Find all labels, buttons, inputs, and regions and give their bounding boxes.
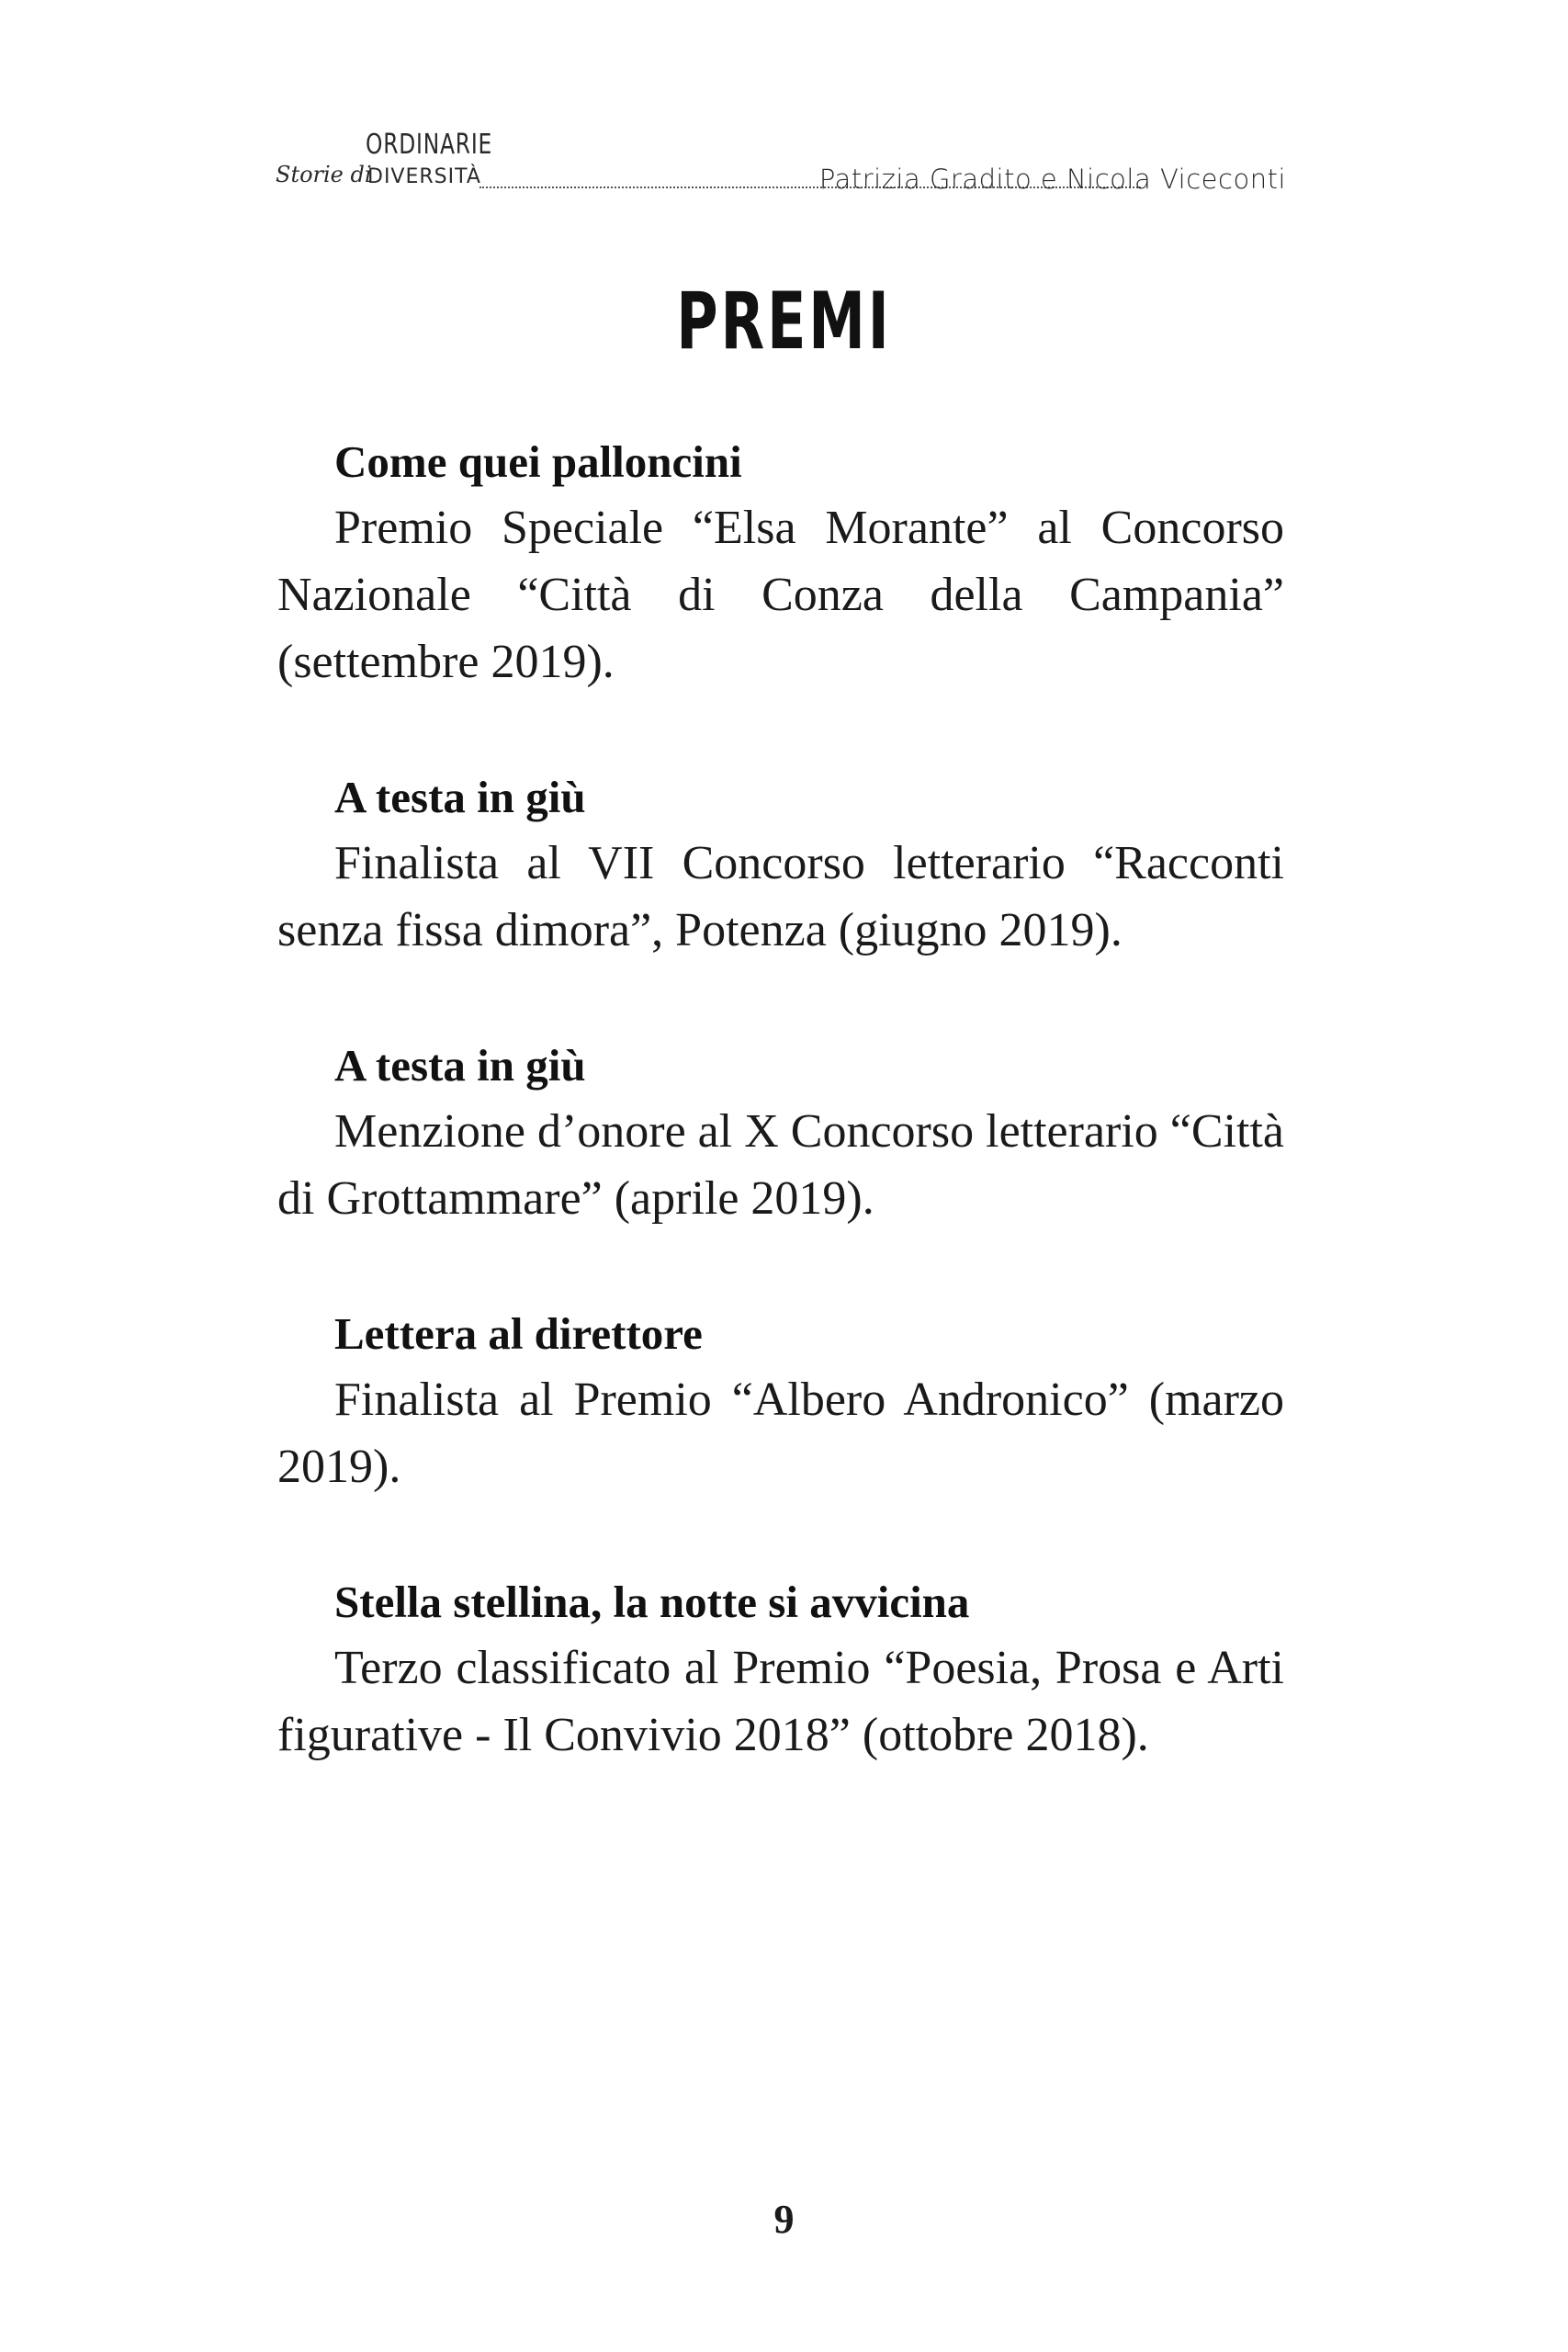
series-logo-prefix: Storie di (276, 162, 372, 187)
series-logo-line1: ORDINARIE (366, 129, 493, 161)
award-description: Menzione d’onore al X Concorso letterario “Città di Grottammare” (aprile 2019). (277, 1105, 1284, 1225)
awards-list (277, 430, 1284, 1838)
award-description: Finalista al Premio “Albero Andronico” (marzo 2019). (277, 1374, 1284, 1493)
header-authors: Patrizia Gradito e Nicola Viceconti (818, 164, 1286, 195)
award-title: A testa in giù (334, 1040, 586, 1091)
award-entry (277, 765, 1284, 964)
award-entry (277, 1570, 1284, 1769)
page-title: PREMI (676, 276, 892, 368)
series-logo-line2: DIVERSITÀ (367, 165, 481, 188)
award-title: A testa in giù (334, 772, 586, 822)
award-entry (277, 1302, 1284, 1500)
award-description: Premio Speciale “Elsa Morante” al Concorso Nazionale “Città di Conza della Campania” (settembre 2019). (277, 502, 1284, 688)
award-title: Come quei palloncini (334, 436, 742, 487)
award-title: Lettera al direttore (334, 1308, 703, 1359)
award-entry (277, 1034, 1284, 1232)
running-header (276, 129, 1286, 202)
award-description: Finalista al VII Concorso letterario “Racconti senza fissa dimora”, Potenza (giugno 2019). (277, 837, 1284, 956)
award-entry (277, 430, 1284, 695)
award-title: Stella stellina, la notte si avvicina (334, 1577, 970, 1627)
series-logo (276, 129, 505, 193)
award-description: Terzo classificato al Premio “Poesia, Prosa e Arti figurative - Il Convivio 2018” (ottobre 2018). (277, 1642, 1284, 1761)
page-number: 9 (773, 2197, 795, 2242)
